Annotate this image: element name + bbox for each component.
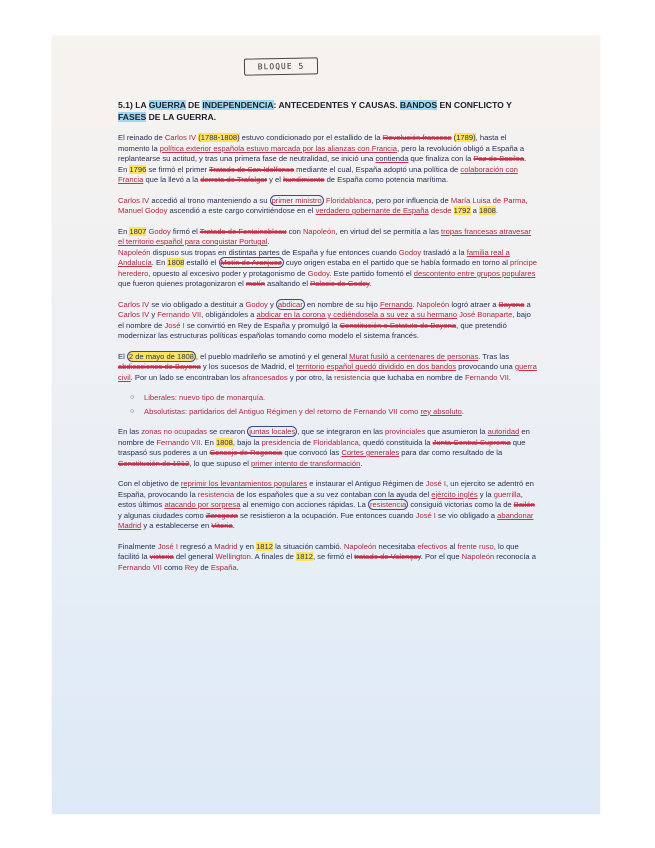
text-run: motín	[245, 279, 265, 288]
text-run: provinciales	[385, 427, 426, 436]
text-run: guerra civil	[118, 362, 537, 382]
document-body	[118, 100, 538, 583]
text-run: .	[369, 279, 372, 288]
text-run: , pero por influencia de	[371, 195, 451, 205]
text-run: necesitaba	[376, 541, 418, 551]
text-run: Rey	[184, 562, 199, 572]
text-run: Godoy	[307, 268, 330, 278]
text-run: Fernando VII	[465, 372, 509, 382]
text-run: José I	[415, 510, 436, 520]
text-run: Floridablanca	[325, 195, 372, 205]
text-run: Constitución o Estatuto de Bayona	[339, 320, 457, 330]
text-run: . Este partido fomentó el	[329, 268, 414, 278]
text-run: 1808	[215, 437, 233, 447]
text-run: Vitoria	[211, 521, 233, 530]
text-run: En	[118, 226, 130, 236]
text-run: : partidarios del Antiguo Régimen y del retorno de Fernando VII como	[184, 406, 421, 416]
text-run: tropas francesas atravesar el territorio español para conquistar Portugal	[118, 226, 531, 246]
document-page	[52, 36, 600, 814]
text-run: 1808	[167, 258, 185, 267]
text-run: cuyo origen estaba en el partido que se había formado en torno al	[283, 258, 511, 267]
text-run: juntas locales	[249, 427, 296, 436]
text-run: . Por un lado se encontraban los	[130, 372, 243, 382]
text-run: Finalmente	[118, 541, 158, 551]
text-run: José Bonaparte	[459, 310, 513, 319]
text-run: María Luisa de Parma	[450, 195, 526, 205]
text-run: efectivos	[417, 541, 448, 551]
text-run: Napoleón	[416, 299, 450, 309]
text-run: al	[447, 541, 458, 551]
text-run: Tratado de San Idelfonso	[209, 164, 295, 174]
text-run: .	[360, 458, 363, 468]
text-run: (1788-1808)	[198, 133, 240, 142]
title-part: DE LA GUERRA.	[146, 111, 217, 122]
text-run: Constitución de 1812	[118, 458, 190, 468]
text-run: Fernando	[379, 299, 413, 309]
text-run: .	[508, 372, 512, 382]
title-part: GUERRA	[148, 100, 186, 110]
paragraph-8	[118, 542, 538, 574]
text-run: ejército inglés	[431, 489, 478, 499]
text-run: Bailén	[513, 500, 535, 509]
text-run: , pero la revolución obligó a España a replantearse su actitud, y tras una primera fase de neutralidad, se inició una	[118, 143, 525, 163]
text-run: de	[300, 437, 314, 447]
text-run: , que pretendió modernizar las estructuras políticas españolas tomando como modelo el sistema francés.	[118, 320, 507, 340]
text-run: se firmó el primer	[146, 164, 210, 174]
text-run: Fernando VII	[118, 562, 162, 572]
text-run: se resistieron a la ocupación. Fue entonces cuando	[237, 510, 416, 520]
text-run: 1812	[296, 552, 313, 561]
text-run: . A finales de	[250, 552, 297, 561]
text-run: mediante el cual, España adoptó una política de	[294, 164, 461, 174]
text-run: El	[118, 351, 127, 361]
text-run: Murat fusiló a centenares de personas	[349, 351, 479, 361]
text-run: política exterior española estuvo marcada por las alianzas con Francia	[159, 143, 398, 153]
text-run: e instaurar el Antiguo Régimen de	[307, 479, 426, 488]
list-item	[144, 393, 538, 404]
text-run: que traspasó sus poderes a un	[118, 437, 526, 457]
text-run: y a establecerse en	[141, 521, 212, 530]
text-run: victoria	[149, 552, 174, 561]
text-run: : nuevo tipo de monarquía.	[174, 393, 266, 402]
text-run: El reinado de	[118, 133, 165, 142]
text-run: que la llevó a la	[143, 175, 201, 184]
text-run: , en virtud del se permitía a las	[335, 226, 441, 236]
text-run: Carlos IV	[118, 310, 150, 319]
paragraph-7	[118, 479, 538, 532]
text-run: que asumieron la	[425, 427, 488, 436]
text-run: firmó el	[170, 226, 200, 236]
text-run: ,	[525, 195, 528, 205]
text-run: abandonar Madrid	[118, 510, 534, 530]
text-run: al enemigo con acciones rápidas. La	[240, 500, 368, 509]
text-run: , obligándoles a	[201, 310, 257, 319]
text-run: se crearon	[207, 427, 248, 436]
text-run: Carlos IV	[118, 195, 150, 205]
text-run: Carlos IV	[118, 299, 150, 309]
text-run: primer ministro	[271, 195, 322, 205]
text-run: y el	[267, 175, 284, 184]
text-run: Tratado de Fontainebleau	[199, 226, 287, 236]
list-item	[144, 407, 538, 418]
text-run: afrancesados	[242, 372, 288, 382]
text-run: y en	[237, 541, 257, 551]
text-run: , el pueblo madrileño se amotinó y el general	[195, 351, 350, 361]
text-run: Zaragoza	[205, 510, 238, 520]
text-run: Napoleón	[118, 247, 151, 257]
text-run: derrota de Trafalgar	[200, 175, 268, 184]
title-part: DE	[185, 100, 203, 110]
text-run: Junta Central Suprema	[432, 437, 511, 447]
text-run: y algunas ciudades como	[118, 510, 206, 520]
text-run: Fernando VII	[156, 437, 201, 447]
text-run: zonas no ocupadas	[141, 427, 208, 436]
title-part: EN CONFLICTO Y	[437, 100, 512, 110]
text-run: de los españoles que a su vez contaban con la ayuda del	[234, 489, 432, 499]
text-run: rey absoluto	[420, 406, 462, 416]
text-run: 1807	[129, 226, 147, 236]
text-run: José I	[425, 479, 446, 488]
text-run: resistencia	[334, 372, 371, 382]
text-run: se vio obligado a	[435, 510, 498, 520]
text-run: en nombre de	[118, 427, 530, 447]
text-run: , que se integraron en las	[297, 427, 386, 436]
text-run: que luchaba en nombre de	[370, 372, 466, 382]
text-run: y los sucesos de Madrid, el	[200, 362, 297, 371]
text-run: consiguió victorias como la de	[408, 500, 514, 509]
text-run: contienda	[375, 154, 409, 163]
title-part: : ANTECEDENTES Y CAUSAS.	[273, 100, 400, 110]
text-run: 1808	[479, 206, 496, 215]
text-run: Paz de Basilea	[473, 154, 525, 163]
text-run: Floridablanca	[313, 437, 359, 447]
text-run: de España como potencia marítima.	[324, 175, 449, 184]
text-run: , lo que supuso el	[189, 458, 251, 468]
text-run: . Tras las	[478, 351, 510, 361]
text-run: , hasta el momento la	[118, 133, 507, 153]
text-run: (1789)	[453, 133, 476, 142]
text-run: hundimiento	[283, 175, 325, 184]
text-run: José I	[157, 541, 178, 551]
text-run: para dar como resultado de la	[399, 448, 503, 457]
text-run: reconocía a	[494, 552, 536, 561]
text-run: a	[524, 299, 531, 309]
text-run: resistencia	[197, 489, 235, 499]
text-run: En	[118, 164, 130, 174]
text-run: y	[267, 299, 276, 309]
text-run: Motín de Aranjuez	[220, 258, 282, 267]
text-run: verdadero gobernante de España	[315, 206, 429, 215]
text-run: ascendió a este cargo convirtiéndose en el	[167, 206, 316, 215]
text-run: Fernando VII	[157, 310, 202, 319]
text-run: Godoy	[245, 299, 268, 309]
text-run: Palacio de Godoy	[310, 279, 370, 288]
text-run: Con el objetivo de	[118, 479, 181, 488]
text-run: .	[236, 562, 239, 572]
text-run: , bajo el nombre de	[118, 310, 531, 330]
paragraph-4	[118, 300, 538, 342]
text-run: José I	[164, 320, 185, 330]
text-run: 1796	[129, 164, 147, 174]
text-run: Godoy	[148, 226, 171, 236]
text-run: y por otro, la	[287, 372, 335, 382]
text-run: que fueron quienes protagonizaron el	[118, 279, 246, 288]
text-run: España	[210, 562, 237, 572]
text-run: que finaliza con la	[408, 154, 474, 163]
text-run: Carlos IV	[164, 133, 197, 142]
text-run: Napoleón	[461, 552, 495, 561]
text-run: Napoleón	[302, 226, 336, 236]
text-run: guerrilla	[493, 489, 521, 499]
text-run: a	[470, 206, 480, 215]
text-run: .	[495, 206, 499, 215]
title-part: BANDOS	[399, 100, 438, 110]
text-run: Madrid	[214, 541, 238, 551]
text-run: en nombre de su hijo	[304, 299, 380, 309]
text-run: se vio obligado a destituir a	[149, 299, 246, 309]
text-run: Liberales	[144, 393, 175, 402]
text-run: 1792	[453, 206, 471, 215]
title-part: FASES	[118, 111, 147, 122]
text-run: descontento entre grupos populares	[413, 268, 536, 278]
text-run: 1812	[256, 541, 273, 551]
text-run: reprimir los levantamientos populares	[180, 479, 308, 488]
text-run: tratado de Valençay	[354, 552, 421, 561]
text-run: Manuel Godoy	[118, 206, 168, 215]
text-run: , estos últimos	[118, 489, 523, 509]
section-title	[118, 100, 538, 123]
text-run: se convirtió en Rey de España y promulgó la	[184, 320, 340, 330]
text-run: , se firmó el	[312, 552, 355, 561]
paragraph-2	[118, 196, 538, 217]
paragraph-1	[118, 133, 538, 186]
text-run: que convocó las	[282, 448, 342, 457]
text-run: logró atraer a	[449, 299, 499, 309]
text-run: frente ruso	[457, 541, 494, 551]
text-run: abdicaciones de Bayona	[118, 362, 201, 371]
text-run: En las	[118, 427, 142, 436]
text-run: .	[232, 521, 235, 530]
paragraph-6	[118, 427, 538, 469]
text-run: de	[198, 562, 211, 572]
title-part: INDEPENDENCIA	[202, 100, 274, 110]
text-run: abdicar	[277, 299, 303, 309]
text-run: y	[149, 310, 158, 319]
text-run: abdicar en la corona y cediéndosela a su vez a su hermano	[256, 310, 457, 319]
text-run: desde	[430, 206, 454, 215]
title-part: 5.1) LA	[118, 100, 149, 110]
paragraph-5	[118, 352, 538, 384]
text-run: autoridad	[487, 427, 520, 436]
block-label: BLOQUE 5	[244, 57, 318, 75]
text-run: primer intento de transformación	[251, 458, 361, 468]
text-run: .	[267, 237, 270, 246]
text-run: asaltando el	[264, 279, 311, 288]
text-run: Consejo de Regencia	[209, 448, 283, 457]
text-run: Wellington	[215, 552, 251, 561]
text-run: Revolución francesa	[382, 133, 452, 142]
text-run: trasladó a la	[421, 247, 467, 257]
text-run: Bayona	[498, 299, 525, 309]
text-run: , un ejercito se adentró en España, provocando la	[118, 479, 534, 499]
faction-list	[118, 393, 538, 417]
text-run: del general	[173, 552, 216, 561]
text-run: regresó a	[177, 541, 215, 551]
text-run: y la	[477, 489, 494, 499]
text-run: príncipe heredero	[118, 258, 538, 278]
text-run: . Por el que	[420, 552, 462, 561]
text-run: .	[524, 154, 527, 163]
text-run: .	[412, 299, 417, 309]
text-run: , bajo la	[232, 437, 262, 447]
paragraph-3	[118, 227, 538, 290]
text-run: la situación cambió.	[272, 541, 344, 551]
text-run: Cortes generales	[341, 448, 400, 457]
text-run: dispuso sus tropas en distintas partes de España y fue entonces cuando	[150, 247, 399, 257]
text-run: , quedó constituida la	[358, 437, 433, 447]
text-run: territorio español quedó dividido en dos bandos	[296, 362, 457, 371]
text-run: familia real a Andalucía	[118, 247, 510, 267]
text-run: , opuesto al excesivo poder y protagonismo de	[148, 268, 308, 278]
text-run: . En	[200, 437, 216, 447]
text-run: Godoy	[398, 247, 422, 257]
text-run: estalló el	[184, 258, 219, 267]
text-run: colaboración con Francia	[118, 164, 518, 184]
text-run: resistencia	[369, 500, 407, 509]
text-run: atacando por sorpresa	[164, 500, 241, 509]
text-run: Napoleón	[343, 541, 377, 551]
text-run: . En	[151, 258, 168, 267]
text-run: estuvo condicionado por el estallido de la	[239, 133, 383, 142]
text-run: presidencia	[261, 437, 301, 447]
text-run: .	[461, 406, 464, 416]
text-run: , lo que facilitó la	[118, 541, 519, 561]
text-run: accedió al trono manteniendo a su	[149, 195, 270, 205]
text-run: 2 de mayo de 1808	[128, 351, 194, 361]
text-run: como	[161, 562, 185, 572]
text-run: provocando una	[456, 362, 515, 371]
text-run: Absolutistas	[144, 406, 185, 416]
text-run: con	[286, 226, 303, 236]
